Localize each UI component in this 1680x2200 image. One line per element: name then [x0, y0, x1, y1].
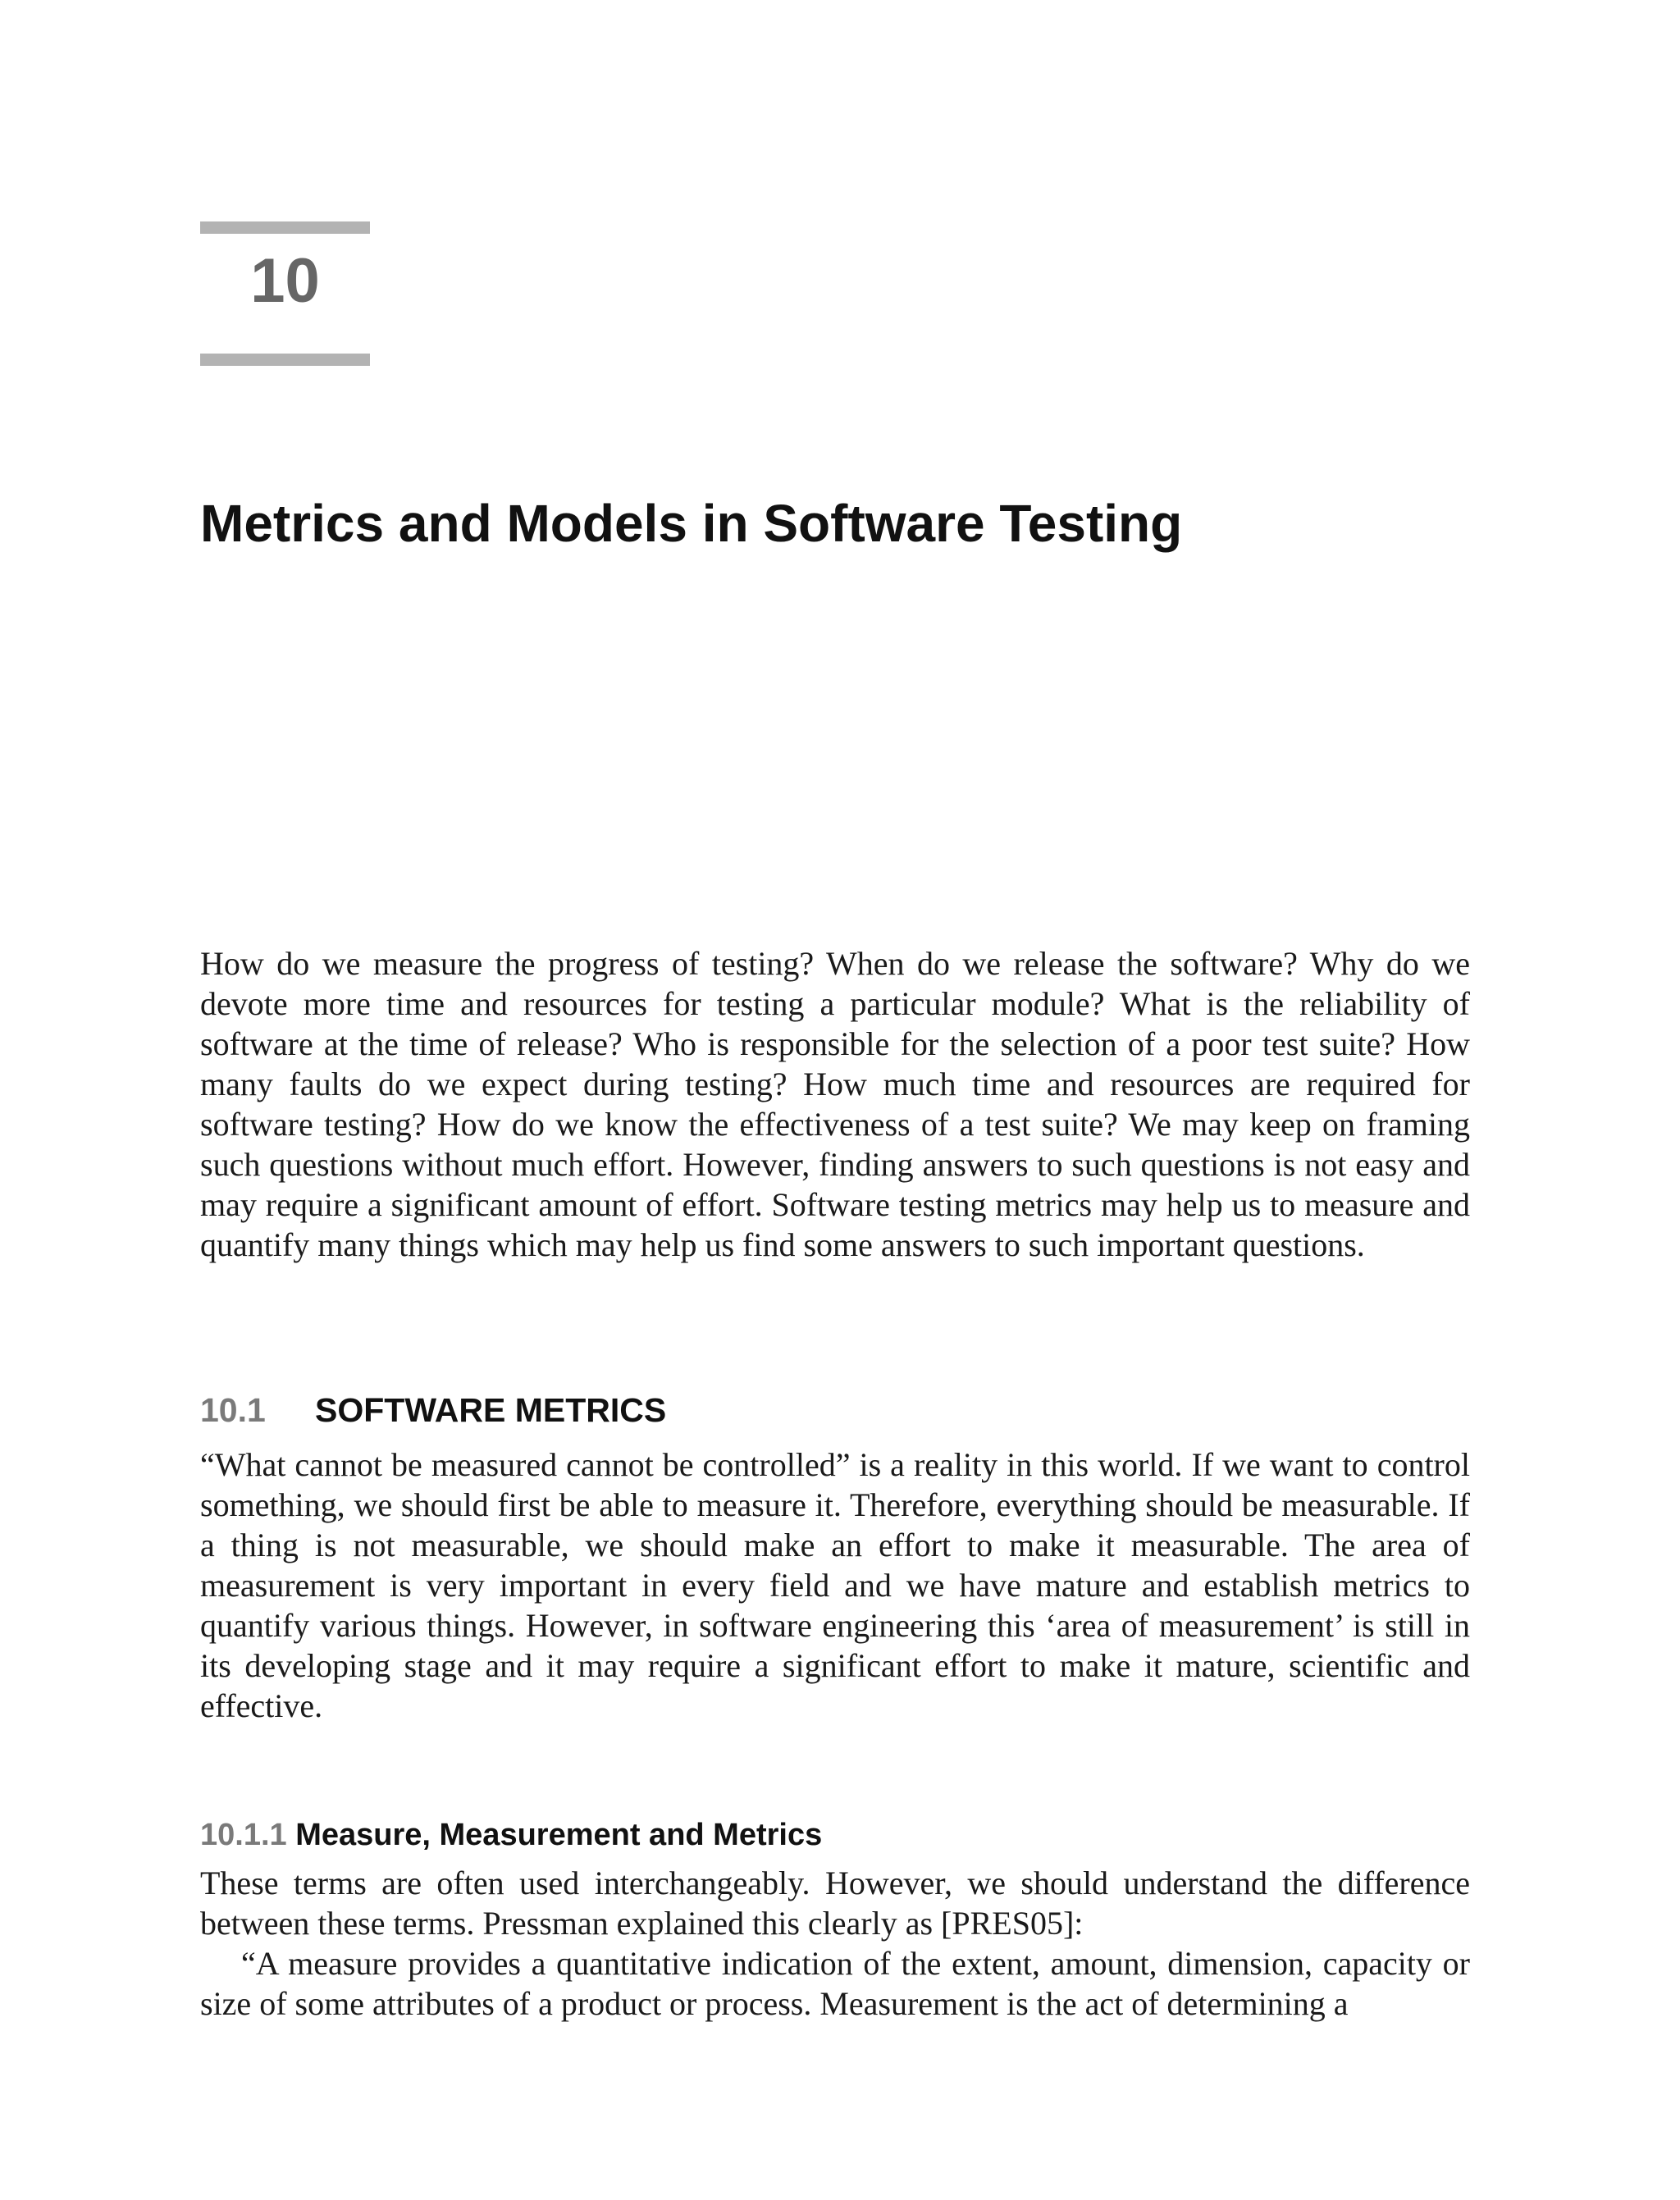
chapter-title: Metrics and Models in Software Testing — [200, 493, 1183, 553]
subsection-title: Measure, Measurement and Metrics — [295, 1818, 823, 1852]
subsection-number: 10.1.1 — [200, 1818, 287, 1852]
section-title: SOFTWARE METRICS — [315, 1391, 667, 1430]
chapter-number-top-rule — [200, 221, 370, 234]
section-number: 10.1 — [200, 1391, 266, 1430]
subsection-heading-10-1-1 — [200, 1818, 822, 1853]
section-10-1-paragraph: “What cannot be measured cannot be controlled” is a reality in this world. If we want to control something, we should first be able to measure it. Therefore, everything should be measurable. If a thing is not measurable, we should make an effort to make it measurable. The area of measurement is very important in every field and we have mature and establish metrics to quantify various things. However, in software engineering this ‘area of measurement’ is still in its developing stage and it may require a significant effort to make it mature, scientific and effective. — [200, 1446, 1470, 1724]
chapter-number: 10 — [250, 246, 320, 316]
chapter-number-bottom-rule — [200, 354, 370, 366]
pressman-quote: “A measure provides a quantitative indication of the extent, amount, dimension, capacity or size of some attributes of a product or process. Measurement is the act of determining a — [200, 1945, 1470, 2022]
subsection-10-1-1-paragraph: These terms are often used interchangeably. However, we should understand the difference between these terms. Pressman explained this clearly as [PRES05]: — [200, 1865, 1470, 1942]
section-heading-10-1 — [200, 1391, 666, 1430]
intro-paragraph: How do we measure the progress of testing? When do we release the software? Why do we devote more time and resources for testing a particular module? What is the reliability of software at the time of release? Who is responsible for the selection of a poor test suite? How many faults do we expect during testing? How much time and resources are required for software testing? How do we know the effectiveness of a test suite? We may keep on framing such questions without much effort. However, finding answers to such questions is not easy and may require a significant amount of effort. Software testing metrics may help us to measure and quantify many things which may help us find some answers to such important questions. — [200, 945, 1470, 1263]
